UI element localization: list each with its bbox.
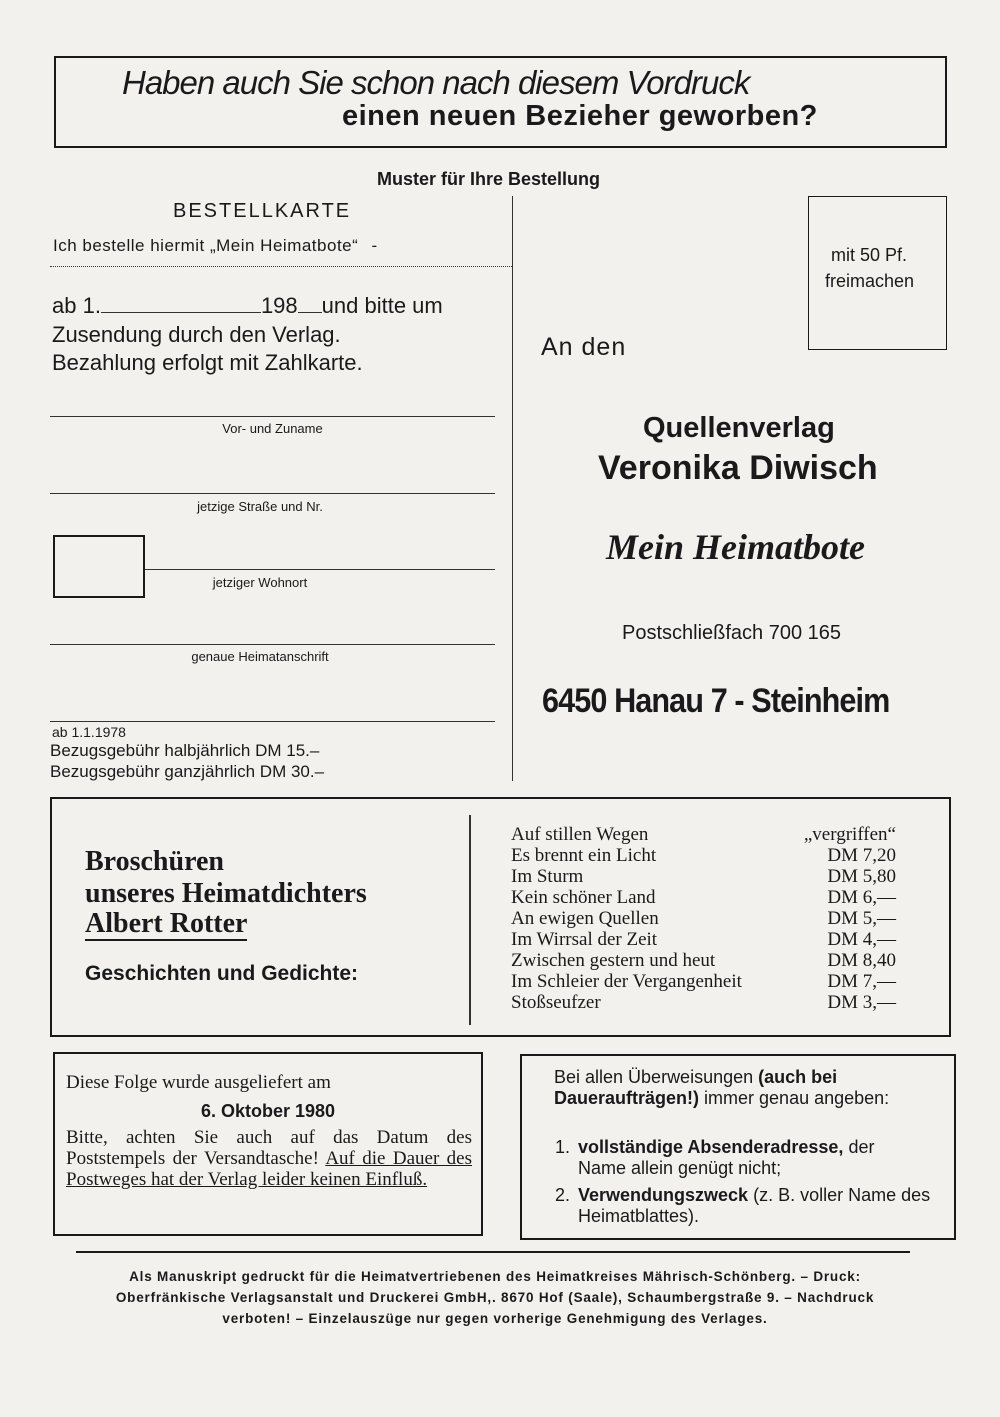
owner-name: Veronika Diwisch	[598, 449, 878, 487]
list-item: Zwischen gestern und heut DM 8,40	[511, 950, 896, 971]
transfer-note-box	[520, 1054, 956, 1240]
list-item: Stoßseufzer DM 3,—	[511, 992, 896, 1013]
transfer-item1-rest: der Name allein genügt nicht;	[578, 1137, 875, 1178]
postcode-box[interactable]	[53, 535, 145, 598]
address-city: 6450 Hanau 7 - Steinheim	[542, 682, 890, 720]
order-year-field[interactable]	[298, 294, 322, 313]
sample-title: Muster für Ihre Bestellung	[377, 169, 601, 189]
brochure-list	[511, 824, 896, 1013]
publisher-name: Quellenverlag	[643, 412, 835, 444]
order-year-prefix: 198	[260, 293, 298, 318]
order-from-prefix: ab 1.	[52, 293, 101, 318]
order-line1-dash: -	[371, 236, 378, 255]
delivery-note-box	[53, 1052, 483, 1236]
list-item: Kein schöner Land DM 6,—	[511, 887, 896, 908]
brochures-title2: unseres Heimatdichters	[85, 878, 367, 909]
delivery-note-text	[66, 1127, 472, 1190]
city-field-line[interactable]	[145, 569, 495, 570]
delivery-date: 6. Oktober 1980	[200, 1101, 336, 1121]
card-top-rule	[50, 266, 512, 267]
header-box	[54, 56, 947, 148]
footer-text	[60, 1266, 930, 1329]
transfer-intro	[554, 1067, 914, 1109]
list-item: Im Sturm DM 5,80	[511, 866, 896, 887]
order-from-line	[52, 293, 443, 319]
order-line1	[53, 236, 378, 256]
order-date-field[interactable]	[101, 294, 261, 313]
fee-rule	[50, 721, 495, 722]
street-field-line[interactable]	[50, 493, 495, 494]
transfer-item2-rest: (z. B. voller Name des Heimatblattes).	[578, 1185, 931, 1226]
order-delivery: Zusendung durch den Verlag.	[52, 322, 341, 347]
delivery-note-line1: Diese Folge wurde ausgeliefert am	[66, 1072, 331, 1093]
transfer-item1	[578, 1137, 918, 1179]
brochures-subtitle: Geschichten und Gedichte:	[85, 962, 359, 985]
transfer-item2-num: 2.	[555, 1185, 571, 1205]
stamp-line1: mit 50 Pf.	[831, 245, 908, 265]
city-field-label: jetziger Wohnort	[212, 575, 308, 590]
brochures-divider	[469, 815, 471, 1025]
transfer-intro-a: Bei allen Überweisungen	[554, 1067, 754, 1087]
card-title: BESTELLKARTE	[173, 200, 352, 222]
list-item: An ewigen Quellen DM 5,—	[511, 908, 896, 929]
header-line2: einen neuen Bezieher geworben?	[342, 100, 818, 132]
list-item: Es brennt ein Licht DM 7,20	[511, 845, 896, 866]
stamp-line2: freimachen	[825, 271, 915, 291]
magazine-name: Mein Heimatbote	[606, 527, 865, 567]
header-line1: Haben auch Sie schon nach diesem Vordruck	[122, 64, 750, 101]
stamp-box	[808, 196, 947, 350]
delivery-note-text-b: Auf die Dauer des Postweges hat der Verlag leider keinen Einfluß.	[66, 1148, 473, 1190]
home-field-label: genaue Heimatanschrift	[191, 649, 329, 664]
list-item: Im Schleier der Vergangenheit DM 7,—	[511, 971, 896, 992]
card-divider	[512, 196, 513, 781]
order-line1-text: Ich bestelle hiermit „Mein Heimatbote“	[53, 236, 359, 255]
fee-date: ab 1.1.1978	[52, 724, 126, 740]
name-field-line[interactable]	[50, 416, 495, 417]
footer-rule	[76, 1251, 910, 1253]
transfer-intro-c: immer genau angeben:	[704, 1088, 890, 1108]
transfer-item2-bold: Verwendungszweck	[578, 1185, 749, 1205]
fee-full: Bezugsgebühr ganzjährlich DM 30.–	[50, 762, 325, 781]
street-field-label: jetzige Straße und Nr.	[197, 499, 323, 514]
transfer-item1-bold: vollständige Absenderadresse,	[578, 1137, 844, 1157]
fee-half: Bezugsgebühr halbjährlich DM 15.–	[50, 741, 320, 760]
brochures-title3: Albert Rotter	[85, 908, 248, 939]
home-field-line[interactable]	[50, 644, 495, 645]
transfer-item2	[578, 1185, 938, 1227]
name-field-label: Vor- und Zuname	[222, 421, 323, 436]
footer-line2: Oberfränkische Verlagsanstalt und Druckerei GmbH,. 8670 Hof (Saale), Schaumbergstraße 9. – Nachdruck	[115, 1290, 875, 1305]
transfer-intro-b: (auch bei Daueraufträgen!)	[554, 1067, 838, 1108]
address-to: An den	[541, 333, 627, 361]
footer-line3: verboten! – Einzelauszüge nur gegen vorherige Genehmigung des Verlages.	[222, 1311, 768, 1326]
list-item: Im Wirrsal der Zeit DM 4,—	[511, 929, 896, 950]
order-payment: Bezahlung erfolgt mit Zahlkarte.	[52, 350, 363, 375]
delivery-note-text-a: Bitte, achten Sie auch auf das Datum des Poststempels der Versandtasche!	[66, 1127, 472, 1169]
transfer-item1-num: 1.	[555, 1137, 571, 1157]
list-item: Auf stillen Wegen „vergriffen“	[511, 824, 896, 845]
brochures-title1: Broschüren	[85, 846, 224, 877]
footer-line1: Als Manuskript gedruckt für die Heimatvertriebenen des Heimatkreises Mährisch-Schönberg. – Druck:	[129, 1269, 861, 1284]
order-from-suffix: und bitte um	[321, 293, 443, 318]
po-box: Postschließfach 700 165	[622, 622, 842, 644]
